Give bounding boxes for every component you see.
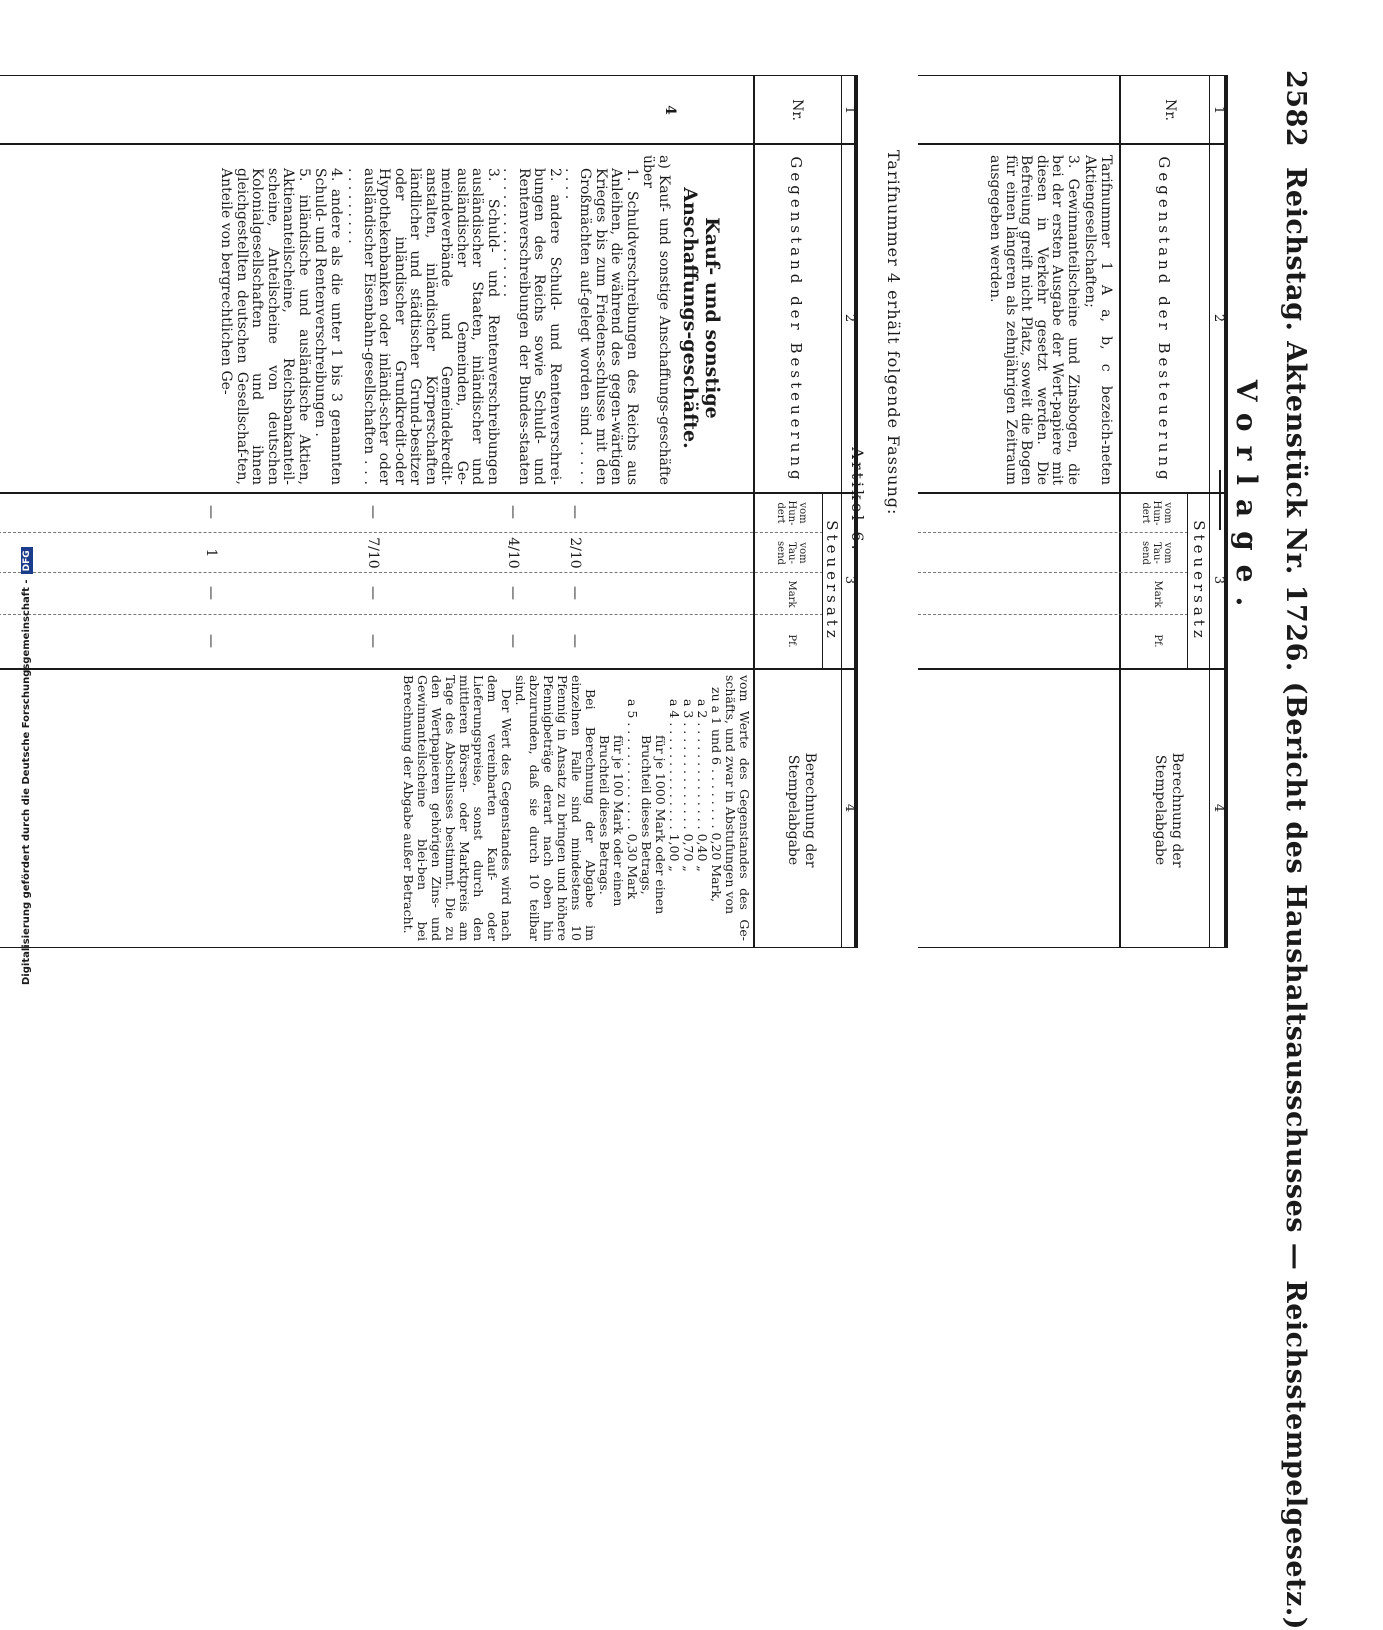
table2-sub-tausend: vom Tau-send: [775, 541, 808, 565]
table1-col3-rule: [918, 668, 1228, 670]
item-4: 4. andere als die unter 1 bis 3 genannten Schuld- und Rentenverschreibungen .: [312, 168, 344, 485]
table2-header-rule: [753, 75, 755, 947]
table1-col1-header: Nr.: [1162, 99, 1178, 121]
table2-colnum-2: 2: [842, 313, 857, 323]
calc-column: [401, 675, 751, 941]
table1-left-border: [918, 75, 1228, 76]
item-a: a) Kauf- und sonstige Anschaffungs-geschäfte über: [640, 155, 672, 485]
rate-3-mark: —: [365, 586, 381, 600]
table1-col4-header: Berechnung der Stempelabgabe: [1152, 752, 1185, 868]
rate-4-mark: —: [203, 586, 219, 600]
calc-line-10: Der Wert des Gegenstandes wird nach dem vereinbarten Kauf- oder Lieferungspreise, sonst durch den mittleren Börsen- oder Marktpreis am Tage des Abschlusses bestimmt. Die zu den Wertpapieren gehörigen Zins- und Gewinnanteilscheine blei-ben bei Berechnung der Abgabe außer Betracht.: [401, 675, 514, 941]
vorlage-heading: Vorlage.: [1230, 379, 1263, 621]
dfg-logo: DFG: [21, 547, 33, 574]
item-1: 1. Schuldverschreibungen des Reichs aus Anleihen, die während des gegen-wärtigen Krieges bis zum Friedens-schlusse mit den Großmächten auf-gelegt worden sind . . . . . . . . .: [562, 168, 640, 485]
table2-sub-hundert: vom Hun-dert: [775, 500, 808, 526]
table2-right-border: [0, 947, 858, 948]
table1-col3-header: Steuersatz: [1190, 520, 1208, 642]
table1-sub-rule-2: [918, 572, 1188, 573]
table2-col2-rule: [0, 492, 858, 494]
tarif-intro: Tarifnummer 4 erhält folgende Fassung:: [884, 150, 903, 516]
footer-rotated: [14, 547, 33, 985]
table1-row-2: 3. Gewinnanteilscheine und Zinsbogen, die bei der ersten Ausgabe der Wert-papiere mit diesen in Verkehr gesetzt werden. Die Befreiung greift nicht Platz, soweit die Bogen für einen längeren als zehnjährigen Zeitraum ausgegeben werden.: [987, 155, 1081, 485]
table2-col1-header: Nr.: [789, 99, 805, 121]
calc-line-3: a 2 . . . . . . . . . . . . . . 0,40 „: [695, 699, 710, 872]
rate-1-tausend: 2/10: [567, 537, 583, 569]
table1-sub-hundert: vom Hun-dert: [1140, 500, 1173, 526]
table2-sub-pf: Pf.: [786, 634, 797, 648]
table1-sub-rule-3: [918, 614, 1188, 615]
rate-3-pf: —: [365, 634, 381, 648]
rate-4-pf: —: [203, 634, 219, 648]
rate-3-hundert: —: [365, 505, 381, 519]
item-2: 2. andere Schuld- und Rentenverschrei-bungen des Reichs sowie Schuld- und Rentenverschreibungen der Bundes-staaten . . . . . . . . . . . . . . .: [500, 168, 563, 485]
table1-sub-pf: Pf.: [1152, 634, 1163, 648]
table1-col2-rule: [918, 492, 1228, 494]
rate-4-hundert: —: [203, 505, 219, 519]
table1-row-1: Tarifnummer 1 A a, b, c bezeich-neten Aktiengesellschaften;: [1082, 155, 1114, 485]
table2-col3-rule: [0, 668, 858, 670]
calc-line-9: Bei Berechnung der Abgabe im einzelnen Falle sind mindestens 10 Pfennig in Ansatz zu bringen und höhere Pfennigbeträge derart nach oben hin abzurunden, daß sie durch 10 teilbar sind.: [513, 675, 598, 941]
rate-2-tausend: 4/10: [505, 537, 521, 569]
table1-colnum-rule: [1209, 75, 1210, 947]
table1-colnum-2: 2: [1211, 313, 1226, 323]
footer-strip: [0, 0, 32, 1000]
table2-sub-mark: Mark: [786, 580, 797, 608]
section-title: Kauf- und sonstige Anschaffungs-geschäfte.: [679, 187, 723, 449]
table1-steuersatz-rule: [1187, 492, 1188, 668]
table2-col4-header: Berechnung der Stempelabgabe: [785, 752, 818, 868]
rate-4-tausend: 1: [203, 548, 219, 558]
table2-colnum-1: 1: [842, 105, 857, 115]
table2-col3-header: Steuersatz: [823, 520, 841, 642]
item-3: 3. Schuld- und Rentenverschreibungen ausländischer Staaten, inländischer und ausländischer Gemeinden, Ge-meindeverbände und Gemeindekredit-anstalten, inländischer Körperschaften ländlicher und städtischer Grund-besitzer oder inländischer Grundkredit-oder Hypothekenbanken oder inländi-scher oder ausländischer Eisenbahn-gesellschaften . . . . . . . . . . . .: [345, 168, 501, 485]
footer-note: Digitalisierung gefördert durch die Deutsche Forschungsgemeinschaft -: [21, 579, 32, 985]
rate-1-hundert: —: [567, 505, 583, 519]
table2-col2-header: Gegenstand der Besteuerung: [787, 156, 805, 484]
rate-2-mark: —: [505, 586, 521, 600]
rate-1-mark: —: [567, 586, 583, 600]
table1-colnum-4: 4: [1211, 803, 1226, 813]
table2-left-border: [0, 75, 858, 76]
table2-col1-rule: [0, 143, 858, 145]
table2-sub-rule-3: [0, 614, 823, 615]
table2-sub-rule-2: [0, 572, 823, 573]
calc-line-4: a 3 . . . . . . . . . . . . . . 0,70 „: [681, 699, 696, 872]
calc-line-2: zu a 1 und 6 . . . . . . . . 0,20 Mark,: [709, 687, 724, 903]
table1-colnum-3: 3: [1211, 575, 1226, 585]
artikel-heading: Artikel 6.: [848, 447, 867, 553]
page-title: Reichstag. Aktenstück Nr. 1726. (Bericht des Haushaltsausschusses — Reichsstempelgesetz.): [1280, 166, 1311, 1630]
table2-colnum-4: 4: [842, 803, 857, 813]
table1-sub-mark: Mark: [1152, 580, 1163, 608]
table2-colnum-3: 3: [842, 575, 857, 585]
table2-sub-rule-1: [0, 532, 823, 533]
table1-header-rule: [1119, 75, 1121, 947]
table1-sub-rule-1: [918, 532, 1188, 533]
rate-3-tausend: 7/10: [365, 537, 381, 569]
table1-right-border: [918, 947, 1228, 948]
rate-2-pf: —: [505, 634, 521, 648]
calc-line-8: für je 100 Mark oder einen Bruchteil dieses Betrags.: [597, 735, 626, 907]
table1-colnum-1: 1: [1211, 105, 1226, 115]
calc-line-7: a 5 . . . . . . . . . . . . . . 0,30 Mark: [625, 699, 640, 900]
table1-col1-rule: [918, 143, 1228, 145]
page-number: 2582: [1280, 70, 1311, 148]
table2-row-number: 4: [662, 105, 678, 115]
rate-2-hundert: —: [505, 505, 521, 519]
calc-line-5: a 4 . . . . . . . . . . . . . . 1,00 „: [667, 699, 682, 872]
table1-sub-tausend: vom Tau-send: [1140, 541, 1173, 565]
calc-line-6: für je 1000 Mark oder einen Bruchteil dieses Betrags,: [639, 735, 668, 915]
rate-1-pf: —: [567, 634, 583, 648]
item-5: 5. inländische und ausländische Aktien, Aktienanteilscheine, Reichsbankanteil-scheine, Anteilscheine von deutschen Kolonialgesellschaften und ihnen gleichgestellten deutschen Gesellschaf-ten, Anteile von bergrechtlichen Ge-: [218, 168, 312, 485]
calc-line-1: vom Werte des Gegenstandes des Ge-schäfts, und zwar in Abstufungen von: [723, 675, 752, 941]
table1-col2-header: Gegenstand der Besteuerung: [1155, 156, 1173, 484]
page-header: [1280, 70, 1311, 1630]
vorlage-rule: [1219, 470, 1221, 530]
